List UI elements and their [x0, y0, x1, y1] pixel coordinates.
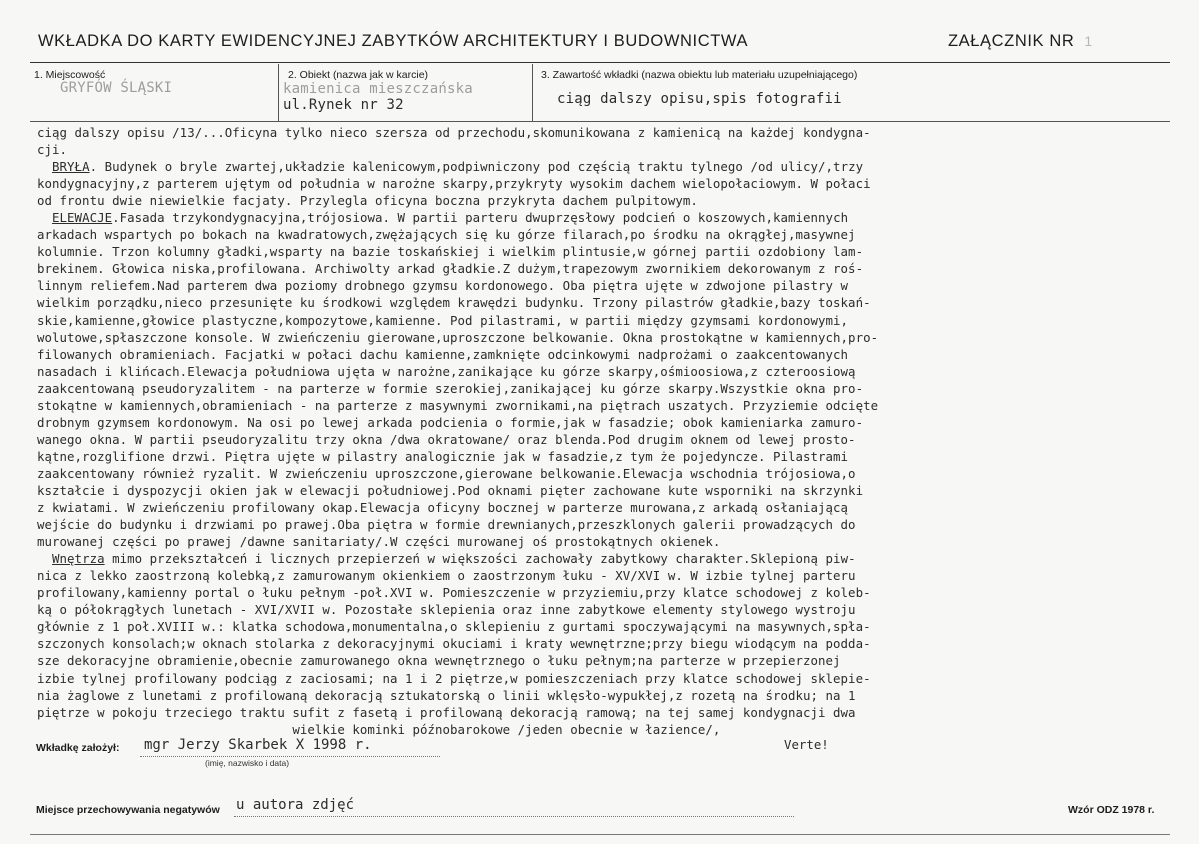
description-line: stokątne w kamiennych,obramieniach - na parterze z masywnymi zwornikami,na piętrach uszatych. Przyziemie odcięte: [37, 397, 879, 413]
description-line: ką o półokrągłych lunetach - XVI/XVII w. Pozostałe sklepienia oraz inne zabytkowe elementy stylowego wystroju: [37, 602, 856, 618]
description-line: izbie tylnej profilowany podciąg z zaciosami; na 1 i 2 piętrze,w pomieszczeniach przy klatce schodowej sklepie-: [37, 670, 871, 686]
description-line: filowanych obramieniach. Facjatki w połaci dachu kamienne,zamknięte odcinkowymi nadprożami o zaakcentowanych: [37, 346, 849, 362]
field-divider: [532, 64, 533, 121]
form-id: Wzór ODZ 1978 r.: [1068, 804, 1155, 816]
author-dotted-line: [140, 756, 440, 757]
author-label: Wkładkę założył:: [36, 742, 120, 754]
description-line: kolumnie. Trzon kolumny gładki,wsparty na bazie toskańskiej i wielkim plintusie,w górnej partii ozdobiony lam-: [37, 244, 864, 260]
description-line: kondygnacyjny,z parterem ujętym od południa w narożne skarpy,przykryty wysokim dachem wielopołaciowym. W połaci: [37, 176, 871, 192]
description-line: brekinem. Głowica niska,profilowana. Archiwolty arkad gładkie.Z dużym,trapezowym zwornikiem dekorowanym z roś-: [37, 261, 864, 277]
description-line: kątne,rozglifione drzwi. Piętra ujęte w pilastry analogicznie jak w fasadzie,z tym że pojedyncze. Pilastrami: [37, 448, 849, 464]
description-line: BRYŁA. Budynek o bryle zwartej,układzie kalenicowym,podpiwniczony pod częścią traktu tylnego /od ulicy/,trzy: [52, 159, 864, 175]
object-label: 2. Obiekt (nazwa jak w karcie): [288, 69, 429, 81]
description-line: wolutowe,spłaszczone konsole. W zwieńczeniu gierowane,uproszczone belkowanie. Okna prostokątne w kamiennych,pro-: [37, 329, 879, 345]
section-heading: Wnętrza: [52, 551, 105, 567]
storage-value: u autora zdjęć: [236, 797, 355, 813]
storage-dotted-line: [234, 816, 794, 817]
description-line: Wnętrza mimo przekształceń i licznych przepierzeń w większości zachowały zabytkowy charakter.Sklepioną piw-: [52, 551, 856, 567]
description-text: [37, 124, 1197, 738]
description-line: szczonych konsolach;w oknach stolarka z dekoracyjnymi okuciami i kraty wewnętrzne;przy biegu wiodącym na podda-: [37, 636, 871, 652]
description-line: cji.: [37, 142, 68, 158]
description-line: linnym reliefem.Nad parterem dwa poziomy drobnego gzymsu kordonowego. Oba piętra ujęte w zdwojone pilastry w: [37, 278, 849, 294]
section-heading: ELEWACJE: [52, 210, 113, 226]
description-line: nasadach i klińcach.Elewacja południowa ujęta w narożne,zanikające ku górze skarpy,ośmioosiowa,z czteroosiową: [37, 363, 856, 379]
locality-label: 1. Miejscowość: [34, 69, 106, 81]
description-line: wielkim porządku,nieco przesunięte ku środkowi względem krawędzi budynku. Trzony pilastrów gładkie,bazy toskań-: [37, 295, 871, 311]
locality-value: GRYFÓW ŚLĄSKI: [60, 80, 173, 96]
description-line: głównie z 1 poł.XVIII w.: klatka schodowa,monumentalna,o sklepieniu z gurtami spoczywającymi na masywnych,spła-: [37, 619, 871, 635]
description-line: wejście do budynku i drzwiami po prawej.Oba piętra w formie drewnianych,przeszklonych galerii prowadzących do: [37, 517, 856, 533]
description-line: z kwiatami. W zwieńczeniu profilowany okap.Elewacja oficyny bocznej w parterze murowana,z arkadą osłaniającą: [37, 500, 849, 516]
author-sub-label: (imię, nazwisko i data): [205, 758, 290, 768]
description-line: nica z lekko zaostrzoną kolebką,z zamurowanym okienkiem o zaostrzonym łuku - XV/XVI w. W izbie tylnej parteru: [37, 568, 856, 584]
description-line: ELEWACJE.Fasada trzykondygnacyjna,trójosiowa. W partii parteru dwuprzęsłowy podcień o koszowych,kamiennych: [52, 210, 849, 226]
storage-label: Miejsce przechowywania negatywów: [36, 804, 220, 816]
description-line: skie,kamienne,głowice plastyczne,kompozytowe,kamienne. Pod pilastrami, w partii między gzymsami kordonowymi,: [37, 312, 849, 328]
annex-label-text: ZAŁĄCZNIK NR: [948, 32, 1075, 50]
description-line: piętrze w pokoju trzeciego traktu sufit z fasetą i profilowaną dekoracją ramową; na tej samej kondygnacji dwa: [37, 704, 856, 720]
description-line: sze dekoracyjne obramienie,obecnie zamurowanego okna wewnętrznego o łuku pełnym;na parterze w przepierzonej: [37, 653, 841, 669]
verte-note: Verte!: [784, 737, 829, 752]
author-value: mgr Jerzy Skarbek X 1998 r.: [144, 737, 372, 753]
description-line: nia żaglowe z lunetami z profilowaną dekoracją sztukatorską o linii wklęsło-wypukłej,z rozetą na środku; na 1: [37, 687, 856, 703]
annex-label: [948, 32, 1093, 51]
description-line: ciąg dalszy opisu /13/...Oficyna tylko nieco szersza od przechodu,skomunikowana z kamienicą na każdej kondygna-: [37, 125, 871, 140]
content-value: ciąg dalszy opisu,spis fotografii: [557, 91, 842, 107]
description-line: profilowany,kamienny portal o łuku pełnym -poł.XVI w. Pomieszczenie w przyziemiu,przy klatce schodowej z koleb-: [37, 585, 871, 601]
description-line: arkadach wspartych po bokach na kwadratowych,zwężających się ku górze filarach,po środku na okrągłej,masywnej: [37, 227, 856, 243]
description-line: murowanej części po prawej /dawne sanitariaty/.W części murowanej oś prostokątnych okienek.: [37, 534, 721, 550]
object-value-line-2: ul.Rynek nr 32: [283, 97, 404, 113]
header-rule: [30, 62, 1170, 63]
description-line: od frontu dwie niewielkie facjaty. Przylegla oficyna boczna przykryta dachem pulpitowym.: [37, 193, 698, 209]
bottom-rule: [30, 834, 1170, 835]
fields-row: [30, 64, 1170, 122]
description-line: zaakcentowaną pseudoryzalitem - na parterze w formie szerokiej,zanikającej ku górze skarpy.Wszystkie okna pro-: [37, 380, 864, 396]
description-line: zaakcentowany również ryzalit. W zwieńczeniu uproszczone,gierowane belkowanie.Elewacja wschodnia trójosiowa,o: [37, 465, 856, 481]
description-line: drobnym gzymsem kordonowym. Na osi po lewej arkada podcienia o formie,jak w fasadzie; obok kamieniarka zamuro-: [37, 414, 864, 430]
description-line: wanego okna. W partii pseudoryzalitu trzy okna /dwa okratowane/ oraz blenda.Pod drugim oknem od lewej prosto-: [37, 431, 856, 447]
annex-number: 1: [1084, 33, 1093, 49]
section-heading: BRYŁA: [52, 159, 90, 175]
object-value-line-1: kamienica mieszczańska: [283, 81, 473, 97]
field-divider: [278, 64, 279, 121]
description-line: kształcie i dyspozycji okien jak w elewacji południowej.Pod oknami pięter zachowane kute wsporniki na skrzynki: [37, 482, 864, 498]
description-line: wielkie kominki późnobarokowe /jeden obecnie w łazience/,: [37, 721, 721, 737]
form-title: WKŁADKA DO KARTY EWIDENCYJNEJ ZABYTKÓW ARCHITEKTURY I BUDOWNICTWA: [38, 32, 749, 50]
content-label: 3. Zawartość wkładki (nazwa obiektu lub materiału uzupełniającego): [541, 69, 858, 81]
